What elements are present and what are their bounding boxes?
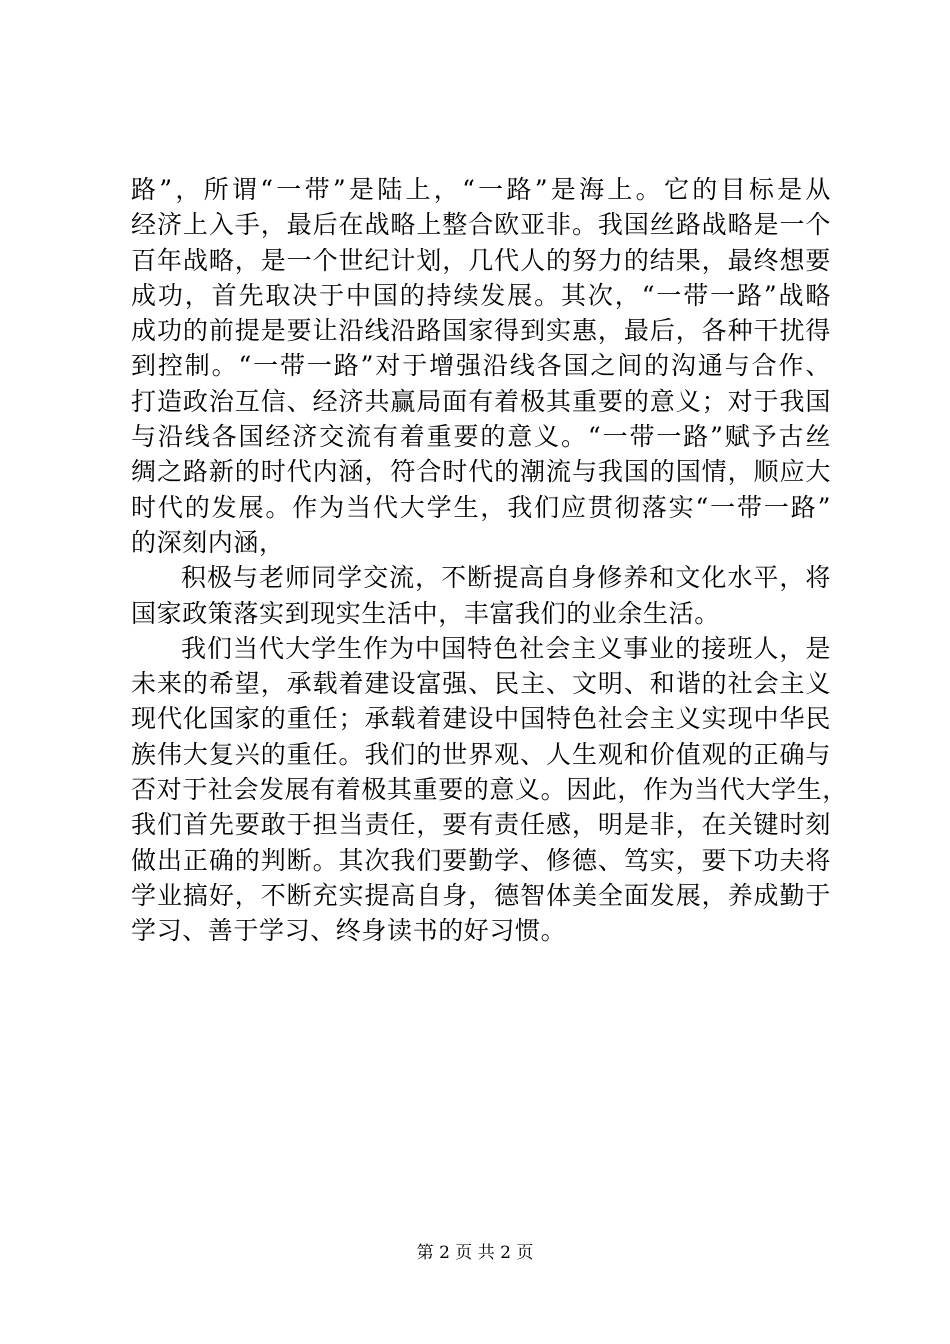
document-body (131, 172, 848, 949)
text-line: 的深刻内涵， (131, 527, 285, 557)
text-line: 路”，所谓“一带”是陆上，“一路”是海上。它的目标是从 (131, 175, 831, 204)
text-line: 经济上入手，最后在战略上整合欧亚非。我国丝路战略是一个 (131, 210, 831, 240)
text-line: 否对于社会发展有着极其重要的意义。因此，作为当代大学生， (131, 775, 848, 805)
text-line: 学业搞好，不断充实提高自身，德智体美全面发展，养成勤于 (131, 880, 831, 910)
text-line: 未来的希望，承载着建设富强、民主、文明、和谐的社会主义 (131, 669, 831, 699)
text-line: 百年战略，是一个世纪计划，几代人的努力的结果，最终想要 (131, 245, 831, 275)
text-line: 与沿线各国经济交流有着重要的意义。“一带一路”赋予古丝 (131, 422, 831, 452)
text-line: 学习、善于学习、终身读书的好习惯。 (131, 916, 567, 946)
text-line: 绸之路新的时代内涵，符合时代的潮流与我国的国情，顺应大 (131, 457, 831, 487)
page-footer: 第 2 页 共 2 页 (416, 1243, 534, 1263)
text-line: 现代化国家的重任；承载着建设中国特色社会主义实现中华民 (131, 704, 831, 734)
text-line: 到控制。“一带一路”对于增强沿线各国之间的沟通与合作、 (131, 351, 831, 381)
text-line: 我们首先要敢于担当责任，要有责任感，明是非，在关键时刻 (131, 810, 831, 840)
text-line: 我们当代大学生作为中国特色社会主义事业的接班人，是 (181, 633, 831, 663)
text-line: 族伟大复兴的重任。我们的世界观、人生观和价值观的正确与 (131, 739, 831, 769)
text-line: 积极与老师同学交流，不断提高自身修养和文化水平，将 (181, 563, 831, 593)
text-line: 打造政治互信、经济共赢局面有着极其重要的意义；对于我国 (131, 386, 831, 416)
text-line: 国家政策落实到现实生活中，丰富我们的业余生活。 (131, 598, 720, 628)
text-line: 成功的前提是要让沿线沿路国家得到实惠，最后，各种干扰得 (131, 316, 831, 346)
text-line: 时代的发展。作为当代大学生，我们应贯彻落实“一带一路” (131, 492, 831, 522)
text-line: 成功，首先取决于中国的持续发展。其次，“一带一路”战略 (131, 280, 831, 310)
text-line: 做出正确的判断。其次我们要勤学、修德、笃实，要下功夫将 (131, 845, 831, 875)
